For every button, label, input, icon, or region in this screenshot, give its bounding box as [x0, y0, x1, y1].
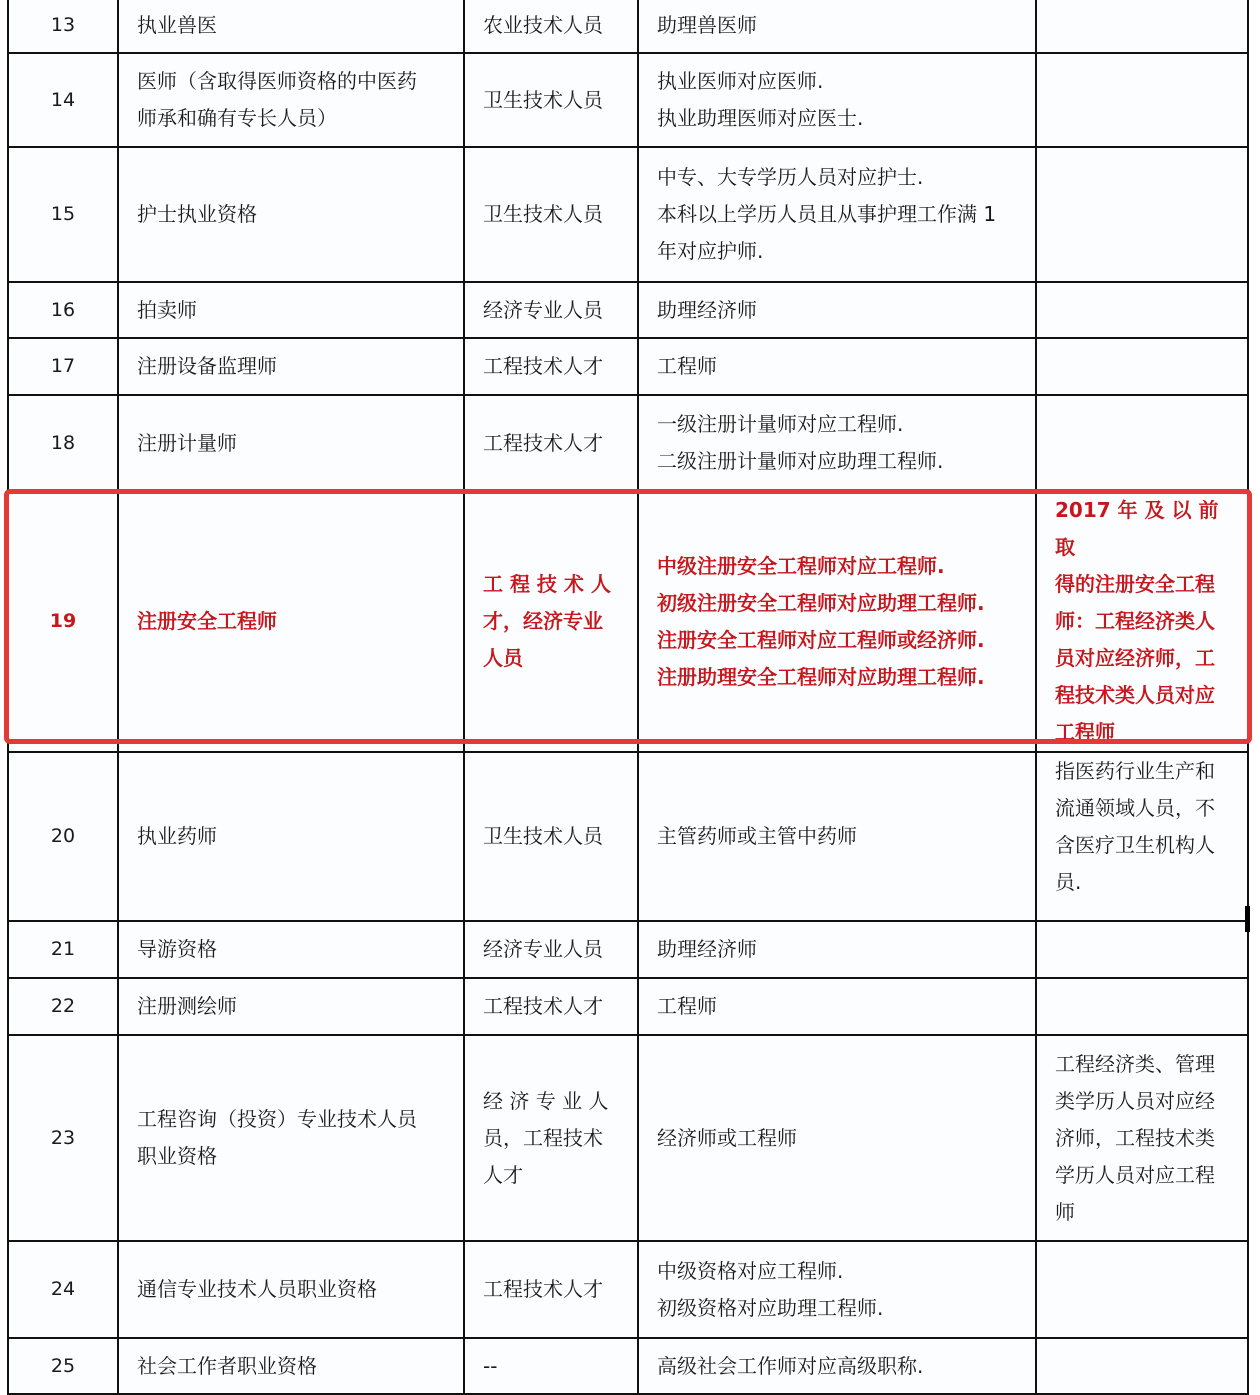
text-line: 执业药师: [137, 824, 217, 848]
table-row: [8, 0, 1248, 53]
text-line: 学历人员对应工程: [1055, 1162, 1215, 1187]
text-line: 员，工程技术: [483, 1125, 603, 1150]
text-line: 类学历人员对应经: [1055, 1088, 1215, 1113]
text-line: 注册计量师: [137, 430, 237, 455]
text-line: 工程师: [657, 354, 717, 378]
text-line: 助理经济师: [657, 937, 757, 961]
text-line: 济师，工程技术类: [1055, 1125, 1215, 1150]
row-number: 15: [8, 147, 118, 282]
personnel-category: [464, 338, 638, 395]
text-line: 工程技术人才: [483, 994, 603, 1018]
text-line: 程技术类人员对应: [1055, 683, 1215, 707]
text-line: 导游资格: [137, 937, 217, 961]
remarks: [1036, 147, 1248, 282]
remarks: [1036, 338, 1248, 395]
row-number: 20: [8, 752, 118, 921]
text-line: 工程技术人才: [483, 430, 603, 455]
text-line: 师: [1055, 1199, 1075, 1224]
text-line: 2017 年 及 以 前 取: [1055, 498, 1219, 559]
text-line: 含医疗卫生机构人: [1055, 833, 1215, 857]
text-line: 执业助理医师对应医士.: [657, 106, 864, 130]
corresponding-title: [638, 1035, 1036, 1241]
table-row: [8, 921, 1248, 978]
qualification-title-table: [7, 0, 1249, 1395]
text-line: 工 程 技 术 人: [483, 572, 611, 596]
text-line: 医师（含取得医师资格的中医药: [137, 69, 417, 93]
row-number: 14: [8, 53, 118, 147]
text-line: 助理经济师: [657, 297, 757, 322]
qualification-name: [118, 752, 464, 921]
remarks: [1036, 1338, 1248, 1394]
remarks: [1036, 1035, 1248, 1241]
qualification-name: [118, 0, 464, 53]
qualification-table-container: [7, 0, 1247, 1395]
qualification-name: [118, 147, 464, 282]
personnel-category: [464, 395, 638, 491]
text-line: 本科以上学历人员且从事护理工作满 1: [657, 202, 997, 226]
text-line: 注册安全工程师: [137, 609, 277, 633]
personnel-category: [464, 147, 638, 282]
table-row: [8, 1241, 1248, 1338]
text-line: 指医药行业生产和: [1055, 759, 1215, 783]
text-line: 得的注册安全工程: [1055, 572, 1215, 596]
remarks: [1036, 53, 1248, 147]
qualification-name: [118, 1241, 464, 1338]
remarks: [1036, 0, 1248, 53]
text-line: 工程技术人才: [483, 354, 603, 378]
text-line: 工程经济类、管理: [1055, 1051, 1215, 1076]
row-number: 24: [8, 1241, 118, 1338]
text-line: 注册助理安全工程师对应助理工程师.: [657, 664, 985, 689]
corresponding-title: [638, 491, 1036, 752]
personnel-category: [464, 282, 638, 338]
qualification-name: [118, 282, 464, 338]
text-line: 初级注册安全工程师对应助理工程师.: [657, 590, 985, 615]
qualification-name: [118, 978, 464, 1035]
text-line: 流通领域人员，不: [1055, 796, 1215, 820]
qualification-name: [118, 1035, 464, 1241]
text-line: 人才: [483, 1162, 523, 1187]
row-number: 18: [8, 395, 118, 491]
remarks: [1036, 752, 1248, 921]
text-line: 人员: [483, 646, 523, 670]
qualification-name: [118, 53, 464, 147]
text-line: 经济专业人员: [483, 297, 603, 322]
text-line: 经济专业人员: [483, 937, 603, 961]
qualification-name: [118, 395, 464, 491]
text-line: 工程咨询（投资）专业技术人员: [137, 1107, 417, 1131]
text-line: 一级注册计量师对应工程师.: [657, 412, 904, 436]
table-row: [8, 147, 1248, 282]
text-line: 二级注册计量师对应助理工程师.: [657, 449, 944, 473]
table-row: [8, 978, 1248, 1035]
personnel-category: [464, 1338, 638, 1394]
qualification-name: [118, 338, 464, 395]
text-line: 员对应经济师，工: [1055, 646, 1215, 670]
personnel-category: [464, 491, 638, 752]
text-line: 员.: [1055, 870, 1082, 894]
row-number: 16: [8, 282, 118, 338]
text-line: 护士执业资格: [137, 202, 257, 226]
text-line: --: [483, 1353, 498, 1378]
table-row: [8, 1338, 1248, 1394]
table-row: [8, 338, 1248, 395]
text-line: 经济师或工程师: [657, 1125, 797, 1150]
table-row: [8, 282, 1248, 338]
table-row: [8, 395, 1248, 491]
remarks: [1036, 978, 1248, 1035]
personnel-category: [464, 978, 638, 1035]
personnel-category: [464, 921, 638, 978]
text-line: 才，经济专业: [483, 609, 603, 633]
text-line: 工程师: [1055, 720, 1115, 744]
personnel-category: [464, 752, 638, 921]
personnel-category: [464, 1035, 638, 1241]
qualification-name: [118, 491, 464, 752]
corresponding-title: [638, 395, 1036, 491]
table-row-highlighted: [8, 491, 1248, 752]
text-line: 通信专业技术人员职业资格: [137, 1277, 377, 1301]
row-number: 25: [8, 1338, 118, 1394]
text-line: 社会工作者职业资格: [137, 1353, 317, 1378]
text-line: 卫生技术人员: [483, 824, 603, 848]
personnel-category: [464, 53, 638, 147]
corresponding-title: [638, 978, 1036, 1035]
corresponding-title: [638, 752, 1036, 921]
text-line: 注册安全工程师对应工程师或经济师.: [657, 627, 985, 652]
corresponding-title: [638, 921, 1036, 978]
text-line: 中专、大专学历人员对应护士.: [657, 165, 924, 189]
text-line: 执业医师对应医师.: [657, 69, 824, 93]
remarks: [1036, 1241, 1248, 1338]
corresponding-title: [638, 1241, 1036, 1338]
text-line: 初级资格对应助理工程师.: [657, 1295, 884, 1320]
personnel-category: [464, 1241, 638, 1338]
text-line: 高级社会工作师对应高级职称.: [657, 1353, 924, 1378]
text-line: 师承和确有专长人员）: [137, 106, 337, 130]
text-line: 助理兽医师: [657, 12, 757, 37]
corresponding-title: [638, 282, 1036, 338]
remarks: [1036, 395, 1248, 491]
text-line: 卫生技术人员: [483, 87, 603, 112]
text-line: 拍卖师: [137, 297, 197, 322]
qualification-name: [118, 1338, 464, 1394]
qualification-name: [118, 921, 464, 978]
text-line: 主管药师或主管中药师: [657, 824, 857, 848]
row-number: 22: [8, 978, 118, 1035]
table-row: [8, 53, 1248, 147]
corresponding-title: [638, 147, 1036, 282]
edge-mark: [1245, 906, 1250, 932]
text-line: 中级注册安全工程师对应工程师.: [657, 553, 945, 578]
corresponding-title: [638, 0, 1036, 53]
table-row: [8, 1035, 1248, 1241]
text-line: 经 济 专 业 人: [483, 1088, 609, 1113]
corresponding-title: [638, 338, 1036, 395]
text-line: 注册测绘师: [137, 994, 237, 1018]
text-line: 注册设备监理师: [137, 354, 277, 378]
personnel-category: [464, 0, 638, 53]
remarks: [1036, 921, 1248, 978]
remarks: [1036, 491, 1248, 752]
text-line: 中级资格对应工程师.: [657, 1258, 844, 1283]
text-line: 工程师: [657, 994, 717, 1018]
row-number: 19: [8, 491, 118, 752]
row-number: 13: [8, 0, 118, 53]
text-line: 执业兽医: [137, 12, 217, 37]
text-line: 工程技术人才: [483, 1277, 603, 1301]
table-row: [8, 752, 1248, 921]
corresponding-title: [638, 1338, 1036, 1394]
text-line: 农业技术人员: [483, 12, 603, 37]
text-line: 职业资格: [137, 1144, 217, 1168]
row-number: 17: [8, 338, 118, 395]
row-number: 21: [8, 921, 118, 978]
row-number: 23: [8, 1035, 118, 1241]
text-line: 卫生技术人员: [483, 202, 603, 226]
corresponding-title: [638, 53, 1036, 147]
remarks: [1036, 282, 1248, 338]
text-line: 年对应护师.: [657, 239, 764, 263]
text-line: 师：工程经济类人: [1055, 609, 1215, 633]
